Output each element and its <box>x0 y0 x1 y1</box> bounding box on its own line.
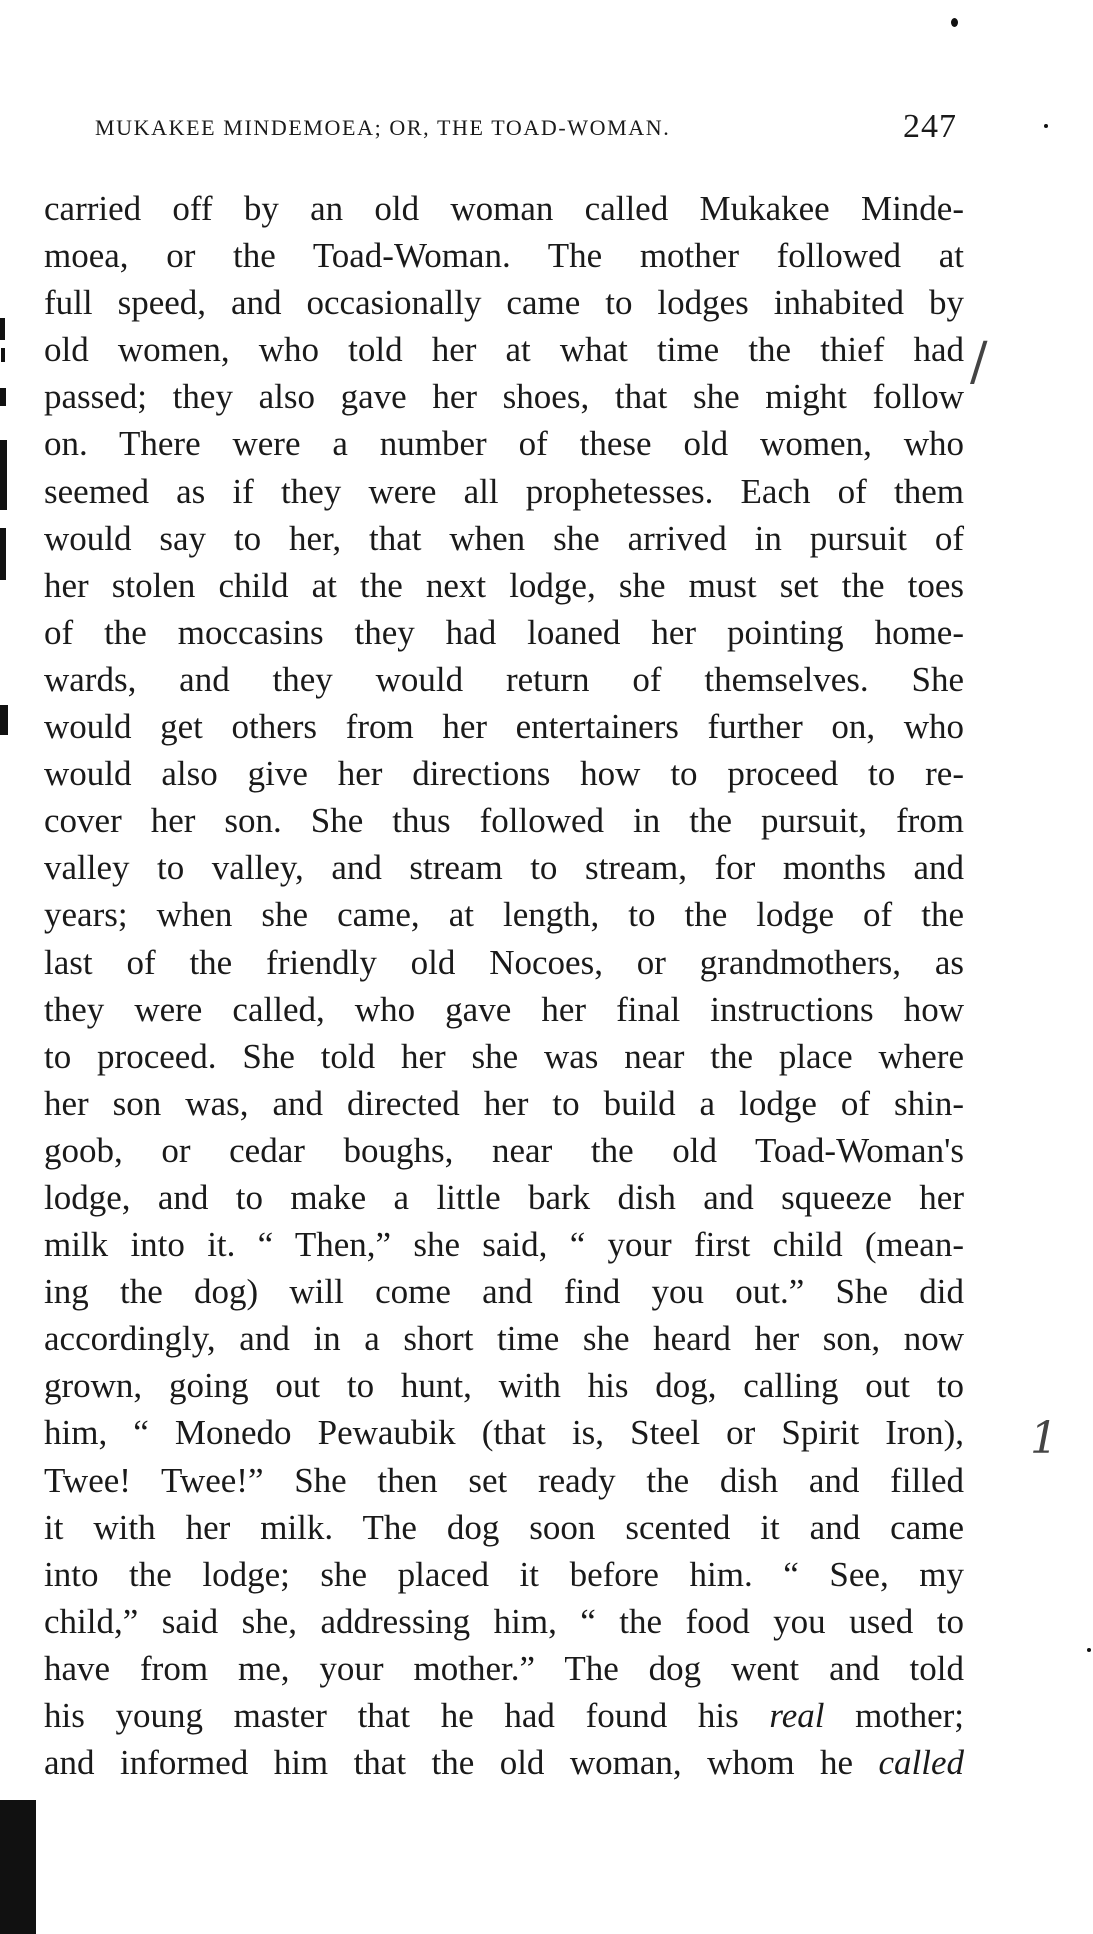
text-line: they were called, who gave her final instructions how <box>44 989 964 1029</box>
text-line <box>44 1692 964 1739</box>
text-line: seemed as if they were all prophetesses. Each of them <box>44 471 964 511</box>
text-line: accordingly, and in a short time she heard her son, now <box>44 1319 964 1359</box>
text-line: child,” said she, addressing him, “ the food you used to <box>44 1601 964 1641</box>
text-line: passed; they also gave her shoes, that she might follow <box>44 377 964 417</box>
text-line: ing the dog) will come and find you out.” She did <box>44 1272 964 1312</box>
left-margin-scan-mark <box>0 440 7 510</box>
text-line: into the lodge; she placed it before him. “ See, my <box>44 1554 964 1594</box>
text-line: her son was, and directed her to build a lodge of shin- <box>44 1083 964 1123</box>
italic-word: called <box>878 1743 964 1783</box>
pencil-margin-mark: 1 <box>1030 1413 1058 1464</box>
scan-speck <box>951 18 958 27</box>
line-text: mother; <box>824 1696 964 1735</box>
text-line: would say to her, that when she arrived in pursuit of <box>44 518 964 558</box>
text-line: valley to valley, and stream to stream, for months and <box>44 848 964 888</box>
text-line: Twee! Twee!” She then set ready the dish and filled <box>44 1460 964 1500</box>
text-line: lodge, and to make a little bark dish and squeeze her <box>44 1177 964 1217</box>
text-line: wards, and they would return of themselves. She <box>44 659 964 699</box>
text-line: cover her son. She thus followed in the pursuit, from <box>44 801 964 841</box>
pencil-margin-mark: / <box>970 332 988 392</box>
text-line: to proceed. She told her she was near the place where <box>44 1036 964 1076</box>
text-line: last of the friendly old Nocoes, or grandmothers, as <box>44 942 964 982</box>
text-line: would get others from her entertainers further on, who <box>44 707 964 747</box>
left-margin-scan-mark <box>0 528 6 580</box>
text-line: it with her milk. The dog soon scented it and came <box>44 1507 964 1547</box>
text-line: old women, who told her at what time the thief had <box>44 330 964 370</box>
text-line: him, “ Monedo Pewaubik (that is, Steel or Spirit Iron), <box>44 1413 964 1453</box>
text-line: would also give her directions how to proceed to re- <box>44 754 964 794</box>
left-margin-scan-mark <box>1 348 5 362</box>
text-line: on. There were a number of these old women, who <box>44 424 964 464</box>
text-line: moea, or the Toad-Woman. The mother followed at <box>44 236 964 276</box>
scan-speck <box>1044 124 1048 128</box>
text-line: carried off by an old woman called Mukakee Minde- <box>44 189 964 228</box>
text-line: goob, or cedar boughs, near the old Toad-Woman's <box>44 1130 964 1170</box>
line-text: and informed him that the old woman, whom he <box>44 1743 879 1783</box>
running-head <box>95 108 957 148</box>
text-line: her stolen child at the next lodge, she must set the toes <box>44 565 964 605</box>
left-margin-scan-mark <box>0 388 6 406</box>
text-line: have from me, your mother.” The dog went and told <box>44 1648 964 1688</box>
italic-word: real <box>769 1696 825 1735</box>
left-margin-scan-mark <box>0 1800 36 1934</box>
text-line: full speed, and occasionally came to lodges inhabited by <box>44 283 964 323</box>
line-text: his young master that he had found his <box>44 1696 770 1735</box>
text-line: milk into it. “ Then,” she said, “ your first child (mean- <box>44 1225 964 1265</box>
text-line: years; when she came, at length, to the lodge of the <box>44 895 964 935</box>
text-line: of the moccasins they had loaned her pointing home- <box>44 612 964 652</box>
running-title: MUKAKEE MINDEMOEA; OR, THE TOAD-WOMAN. <box>95 115 671 140</box>
body-text <box>44 185 964 1786</box>
left-margin-scan-mark <box>0 318 5 340</box>
left-margin-scan-mark <box>0 705 8 735</box>
text-line: grown, going out to hunt, with his dog, calling out to <box>44 1366 964 1406</box>
page-number: 247 <box>903 108 957 145</box>
scan-speck <box>1087 1648 1091 1652</box>
text-line <box>44 1739 964 1786</box>
